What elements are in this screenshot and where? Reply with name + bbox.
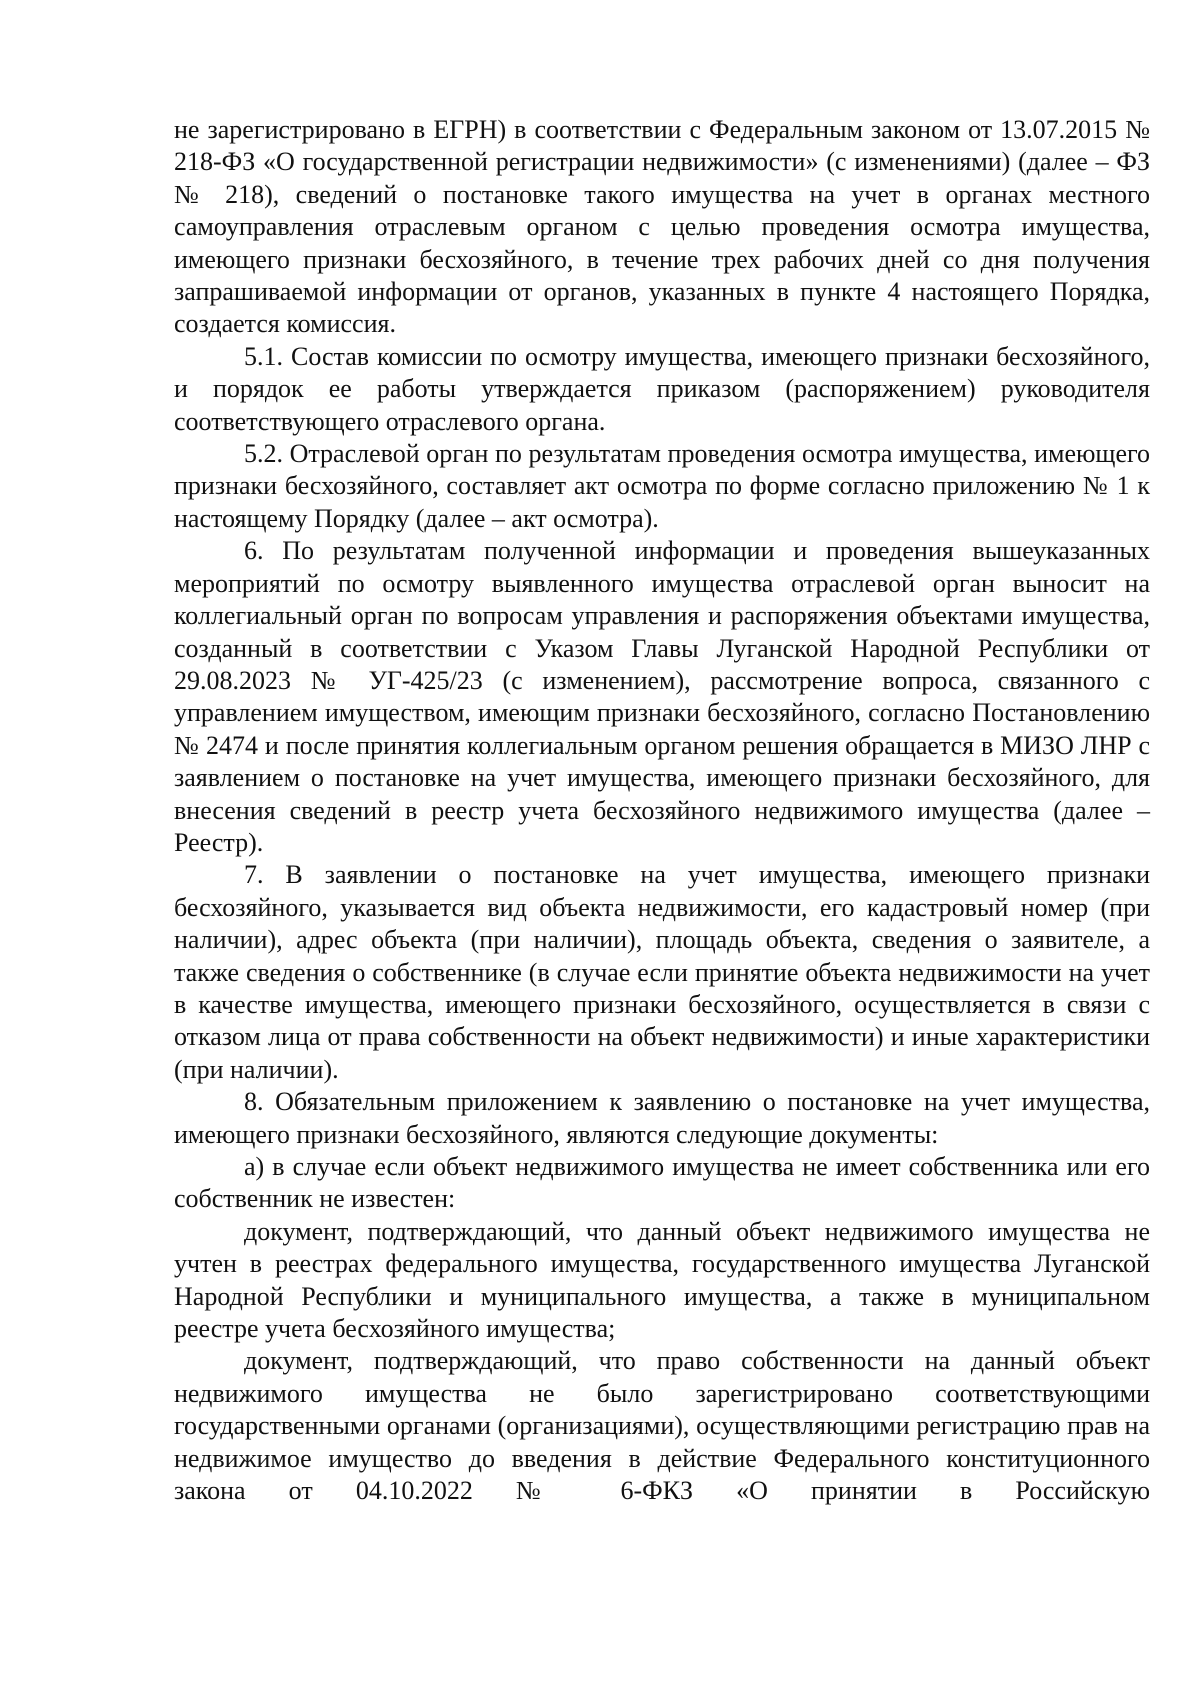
paragraph-5-1: 5.1. Состав комиссии по осмотру имущества, имеющего признаки бесхозяйного, и порядок ее работы утверждается приказом (распоряжением) руководителя соответствующего отраслевого органа. [174, 341, 1150, 436]
paragraph-document-2: документ, подтверждающий, что право собственности на данный объект недвижимого имущества не было зарегистрировано соответствующими государственными органами (организациями), осуществляющими регистрацию прав на недвижимое имущество до введения в действие Федерального конституционного закона от 04.10.2022 № 6-ФКЗ «О принятии в Российскую [174, 1346, 1150, 1506]
paragraph-continuation: не зарегистрировано в ЕГРН) в соответствии с Федеральным законом от 13.07.2015 № 218-ФЗ «О государственной регистрации недвижимости» (с изменениями) (далее – ФЗ № 218), сведений о постановке такого имущества на учет в органах местного самоуправления отраслевым органом с целью проведения осмотра имущества, имеющего признаки бесхозяйного, в течение трех рабочих дней со дня получения запрашиваемой информации от органов, указанных в пункте 4 настоящего Порядка, создается комиссия. [174, 115, 1150, 339]
document-body [174, 114, 1150, 1507]
paragraph-8: 8. Обязательным приложением к заявлению о постановке на учет имущества, имеющего признаки бесхозяйного, являются следующие документы: [174, 1087, 1150, 1149]
paragraph-5-2: 5.2. Отраслевой орган по результатам проведения осмотра имущества, имеющего признаки бесхозяйного, составляет акт осмотра по форме согласно приложению № 1 к настоящему Порядку (далее – акт осмотра). [174, 439, 1150, 533]
paragraph-7: 7. В заявлении о постановке на учет имущества, имеющего признаки бесхозяйного, указывается вид объекта недвижимости, его кадастровый номер (при наличии), адрес объекта (при наличии), площадь объекта, сведения о заявителе, а также сведения о собственнике (в случае если принятие объекта недвижимости на учет в качестве имущества, имеющего признаки бесхозяйного, осуществляется в связи с отказом лица от права собственности на объект недвижимости) и иные характеристики (при наличии). [174, 860, 1150, 1084]
paragraph-document-1: документ, подтверждающий, что данный объект недвижимого имущества не учтен в реестрах федерального имущества, государственного имущества Луганской Народной Республики и муниципального имущества, а также в муниципальном реестре учета бесхозяйного имущества; [174, 1216, 1150, 1344]
paragraph-8-a: а) в случае если объект недвижимого имущества не имеет собственника или его собственник не известен: [174, 1152, 1150, 1214]
paragraph-6: 6. По результатам полученной информации и проведения вышеуказанных мероприятий по осмотру выявленного имущества отраслевой орган выносит на коллегиальный орган по вопросам управления и распоряжения объектами имущества, созданный в соответствии с Указом Главы Луганской Народной Республики от 29.08.2023 № УГ-425/23 (с изменением), рассмотрение вопроса, связанного с управлением имуществом, имеющим признаки бесхозяйного, согласно Постановлению № 2474 и после принятия коллегиальным органом решения обращается в МИЗО ЛНР с заявлением о постановке на учет имущества, имеющего признаки бесхозяйного, для внесения сведений в реестр учета бесхозяйного недвижимого имущества (далее – Реестр). [174, 536, 1150, 857]
